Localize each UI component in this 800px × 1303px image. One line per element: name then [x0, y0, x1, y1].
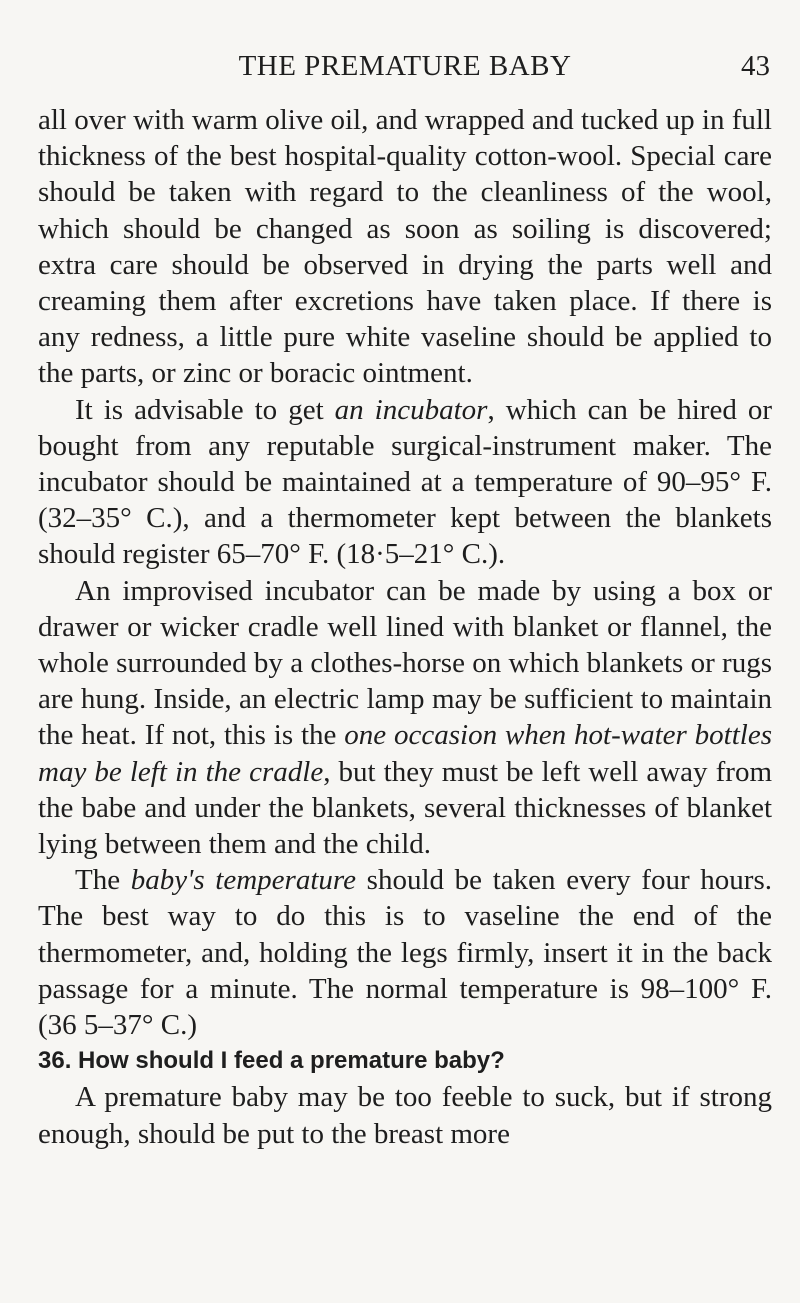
chapter-title: THE PREMATURE BABY	[238, 50, 572, 82]
paragraph-incubator	[38, 392, 772, 573]
emphasis-baby-temperature: baby's temperature	[130, 864, 356, 897]
text-run: The	[75, 864, 131, 897]
paragraph-temperature	[38, 862, 772, 1043]
text-run: should be taken every four hours. The best way to do this is to vaseline the end of the thermometer, and, holding the legs firmly, insert it in the back passage for a minute. The normal temperature is 98–100° F. (36 5–37° C.)	[38, 864, 772, 1042]
text-run: , but they must be left well away from the babe and under the blankets, several thicknesses of blanket lying between them and the child.	[38, 755, 772, 861]
paragraph-improvised-incubator	[38, 573, 772, 863]
emphasis-hot-water-bottles: one occasion when hot-water bottles may be left in the cradle	[38, 719, 772, 788]
text-run: , which can be hired or bought from any reputable surgical-instrument maker. The incubator should be maintained at a temperature of 90–95° F. (32–35° C.), and a thermometer kept between the blankets should register 65–70° F. (18·5–21° C.).	[38, 393, 772, 571]
question-heading: 36. How should I feed a premature baby?	[38, 1047, 505, 1075]
text-run: An improvised incubator can be made by using a box or drawer or wicker cradle well lined with blanket or flannel, the whole surrounded by a clothes-horse on which blankets or rugs are hung. Inside, an electric lamp may be sufficient to maintain the heat. If not, this is the	[38, 574, 772, 752]
paragraph-olive-oil: all over with warm olive oil, and wrapped and tucked up in full thickness of the best hospital-quality cotton-wool. Special care should be taken with regard to the cleanliness of the wool, which should be changed as soon as soiling is discovered; extra care should be observed in drying the parts well and creaming them after excretions have taken place. If there is any redness, a little pure white vaseline should be applied to the parts, or zinc or boracic ointment.	[38, 104, 772, 390]
paragraph-feeding: A premature baby may be too feeble to suck, but if strong enough, should be put to the breast more	[38, 1081, 772, 1150]
body-text	[38, 102, 772, 1152]
emphasis-incubator: an incubator	[334, 393, 488, 426]
running-head	[40, 44, 770, 88]
text-run: It is advisable to get	[75, 393, 335, 426]
page-number: 43	[741, 50, 770, 82]
